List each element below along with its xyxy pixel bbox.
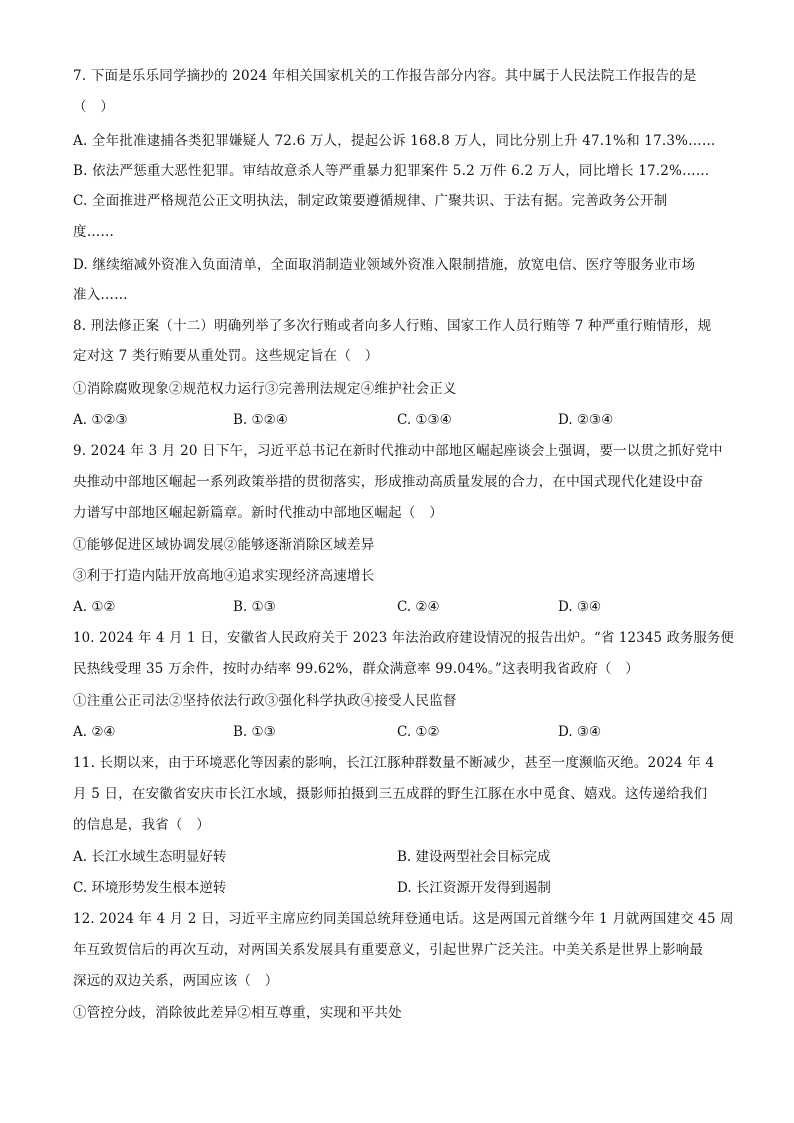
- q8-stem-line-2: 定对这 7 类行贿要从重处罚。这些规定旨在（ ）: [73, 348, 379, 364]
- q9-option-d: D. ③④: [558, 599, 602, 615]
- q11-option-a: A. 长江水域生态明显好转: [73, 849, 227, 865]
- q7-option-c-line-1: C. 全面推进严格规范公正文明执法，制定政策要遵循规律、广聚共识、于法有据。完善政务公开制: [73, 193, 668, 209]
- q10-statements: ①注重公正司法②坚持依法行政③强化科学执政④接受人民监督: [73, 693, 457, 709]
- q7-stem-line-2: （ ）: [73, 99, 115, 115]
- q9-option-a: A. ①②: [73, 599, 116, 615]
- q11-stem-line-3: 的信息是，我省（ ）: [73, 817, 210, 833]
- q9-option-b: B. ①③: [233, 599, 276, 615]
- q10-option-a: A. ②④: [73, 724, 116, 740]
- q10-option-d: D. ③④: [558, 724, 602, 740]
- q7-option-d-line-1: D. 继续缩减外资准入负面清单，全面取消制造业领域外资准入限制措施，放宽电信、医疗等服务业市场: [73, 257, 696, 273]
- q7-option-c-line-2: 度……: [73, 224, 115, 240]
- q11-stem-line-2: 月 5 日，在安徽省安庆市长江水域，摄影师拍摄到三五成群的野生江豚在水中觅食、嬉戏。这传递给我们: [73, 786, 708, 802]
- q8-option-a: A. ①②③: [73, 412, 128, 428]
- q8-stem-line-1: 8. 刑法修正案（十二）明确列举了多次行贿或者向多人行贿、国家工作人员行贿等 7 种严重行贿情形，规: [73, 318, 712, 334]
- q9-statements-2: ③利于打造内陆开放高地④追求实现经济高速增长: [73, 568, 375, 584]
- q8-option-d: D. ②③④: [558, 412, 614, 428]
- q10-option-b: B. ①③: [233, 724, 276, 740]
- q10-stem-line-1: 10. 2024 年 4 月 1 日，安徽省人民政府关于 2023 年法治政府建设情况的报告出炉。“省 12345 政务服务便: [73, 630, 734, 646]
- q7-option-b: B. 依法严惩重大恶性犯罪。审结故意杀人等严重暴力犯罪案件 5.2 万件 6.2 万人，同比增长 17.2%……: [73, 163, 710, 179]
- q11-option-d: D. 长江资源开发得到遏制: [397, 880, 551, 896]
- q7-option-d-line-2: 准入……: [73, 287, 128, 303]
- q10-stem-line-2: 民热线受理 35 万余件，按时办结率 99.62%，群众满意率 99.04%。”这表明我省政府（ ）: [73, 661, 639, 677]
- q12-stem-line-2: 年互致贺信后的再次互动，对两国关系发展具有重要意义，引起世界广泛关注。中美关系是世界上影响最: [73, 942, 704, 958]
- q9-stem-line-1: 9. 2024 年 3 月 20 日下午，习近平总书记在新时代推动中部地区崛起座谈会上强调，要一以贯之抓好党中: [73, 443, 723, 459]
- q11-option-b: B. 建设两型社会目标完成: [397, 849, 551, 865]
- q8-statements: ①消除腐败现象②规范权力运行③完善刑法规定④维护社会正义: [73, 381, 457, 397]
- q12-stem-line-1: 12. 2024 年 4 月 2 日，习近平主席应约同美国总统拜登通电话。这是两国元首继今年 1 月就两国建交 45 周: [73, 911, 734, 927]
- q9-option-c: C. ②④: [397, 599, 440, 615]
- q11-stem-line-1: 11. 长期以来，由于环境恶化等因素的影响，长江江豚种群数量不断减少，甚至一度濒临灭绝。2024 年 4: [73, 755, 715, 771]
- q9-stem-line-2: 央推动中部地区崛起一系列政策举措的贯彻落实，形成推动高质量发展的合力，在中国式现代化建设中奋: [73, 474, 704, 490]
- q7-stem-line-1: 7. 下面是乐乐同学摘抄的 2024 年相关国家机关的工作报告部分内容。其中属于人民法院工作报告的是: [73, 68, 697, 84]
- q11-option-c: C. 环境形势发生根本逆转: [73, 880, 227, 896]
- q12-statements: ①管控分歧，消除彼此差异②相互尊重，实现和平共处: [73, 1005, 402, 1021]
- q9-stem-line-3: 力谱写中部地区崛起新篇章。新时代推动中部地区崛起（ ）: [73, 505, 443, 521]
- q8-option-b: B. ①②④: [233, 412, 288, 428]
- q12-stem-line-3: 深远的双边关系，两国应该（ ）: [73, 973, 279, 989]
- q8-option-c: C. ①③④: [397, 412, 452, 428]
- q10-option-c: C. ①②: [397, 724, 440, 740]
- q9-statements-1: ①能够促进区域协调发展②能够逐渐消除区域差异: [73, 537, 375, 553]
- q7-option-a: A. 全年批准逮捕各类犯罪嫌疑人 72.6 万人，提起公诉 168.8 万人，同比分别上升 47.1%和 17.3%……: [73, 133, 716, 149]
